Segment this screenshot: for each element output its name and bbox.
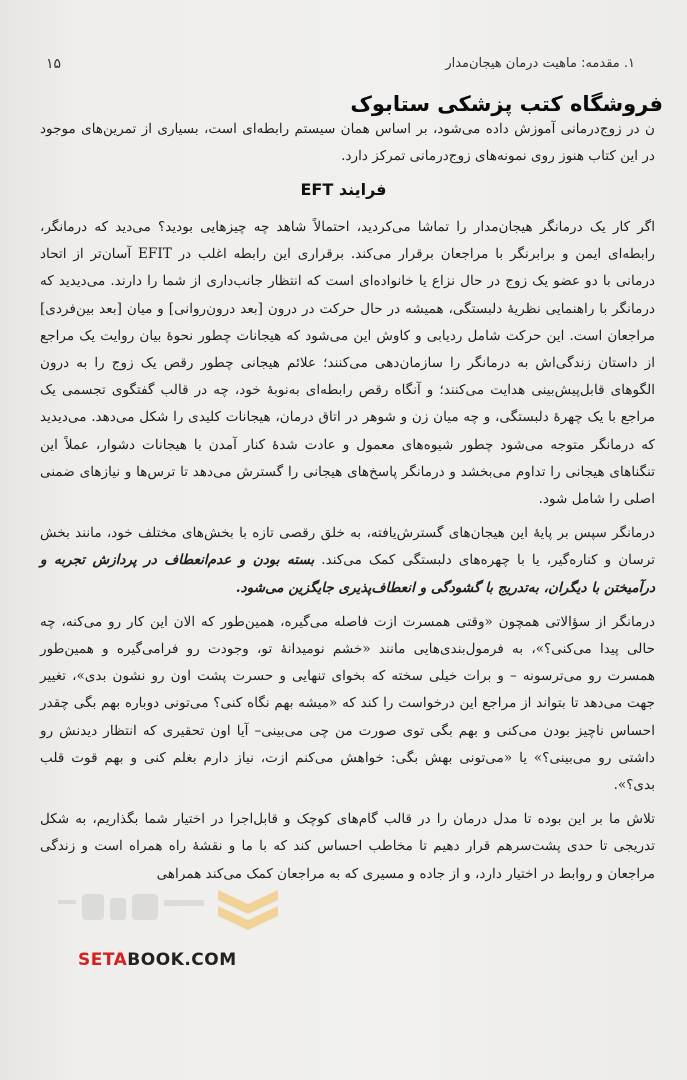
paragraph-4: تلاش ما بر این بوده تا مدل درمان را در قالب گام‌های کوچک و قابل‌اجرا در اختیار شما بگذاریم، به شکل تدریجی تا حدی پشت‌سرهم قرار دهیم تا مخاطب احساس کند که با ما و نقشهٔ راه همراه است و زندگی مراجعان و روابط در اختیار دارد، و از جاده و مسیری که به مراجعان کمک می‌کند همراهی — [40, 811, 655, 882]
running-head: ۱. مقدمه: ماهیت درمان هیجان‌مدار — [445, 56, 635, 71]
watermark-url-prefix: SETA — [78, 950, 128, 970]
paragraph-1: اگر کار یک درمانگر هیجان‌مدار را تماشا می‌کردید، احتمالاً شاهد چه چیزهایی بودید؟ می‌دید که درمانگر، رابطه‌ای ایمن و برابرنگر با مراجعان برقرار می‌کند. برقراری این رابطه اغلب در EFIT آسان‌تر از اتحاد درمانی با دو عضو یک زوج در حال نزاع یا خانواده‌ای است که انتظار جانب‌داری از شما را دارند. می‌دیدید که درمانگر با راهنمایی نظریهٔ دلبستگی، همیشه در حال حرکت در درون [بعد درون‌روانی] و میان [بعد بین‌فردی] مراجعان است. این حرکت شامل ردیابی و کاوش این می‌شود که هیجانات چطور نحوهٔ بیان روایت یک مراجع از داستان زندگی‌اش به درمانگر را سازمان‌دهی می‌کنند؛ علائم هیجانی چطور رقص یک زوج را به درون الگوهای قابل‌پیش‌بینی هدایت می‌کنند؛ و آنگاه رقص رابطه‌ای به‌نوبهٔ خود، چه در قالب گفتگوی تجسمی یک مراجع با یک چهرهٔ دلبستگی، و چه میان زن و شوهر در اتاق درمان، هیجانات کلیدی را شکل می‌دهد. می‌دیدید که درمانگر متوجه می‌شود چطور شیوه‌های معمول و عادت شدهٔ کنار آمدن با هیجانات دشوار، عملاً این تنگناهای هیجانی را تداوم می‌بخشد و درمانگر پاسخ‌های هیجانی را گسترش می‌دهد تا ترس‌ها و نیازهای ضمنی اصلی را شامل شود. — [40, 219, 656, 508]
intro-paragraph: ن در زوج‌درمانی آموزش داده می‌شود، بر اساس همان سیستم رابطه‌ای است، بسیاری از تمرین‌های موجود در این کتاب هنوز روی نمونه‌های زوج‌درمانی تمرکز دارد. — [40, 121, 655, 165]
paragraph-3: درمانگر از سؤالاتی همچون «وقتی همسرت ازت فاصله می‌گیره، همین‌طور که الان این کار رو می‌کنه، چه حالی پیدا می‌کنی؟»، به فرمول‌بندی‌هایی مانند «خشم نومیدانهٔ تو، وجودت رو فرامی‌گیره و همین‌طور همسرت رو می‌ترسونه – و برات خیلی سخته که بخوای تنهایی و حسرت پشت اون رو نشون بدی»، تغییر جهت می‌دهد تا بتواند از مراجع این درخواست را کند که «میشه بهم نگاه کنی؟ می‌تونی دوباره بهم بگی چقدر احساس ناچیز بودن می‌کنی و بهم بگی توی صورت من چی می‌بینی– آیا اون تحقیری که انتظار دیدنش رو داشتی رو می‌بینی؟» یا «می‌تونی بهش بگی: خواهش می‌کنم ازت، نیاز دارم بغلم کنی و بهم قوت قلب بدی؟». — [40, 613, 655, 794]
body-text — [40, 214, 655, 895]
paragraph-2-emphasis: بسته بودن و عدم‌انعطاف در پردازش تجربه و درآمیختن با دیگران، به‌تدریج با گشودگی و انعطاف‌پذیری جایگزین می‌شود. — [40, 552, 655, 596]
page-header — [40, 56, 647, 78]
setabook-logo-icon — [48, 884, 288, 938]
watermark-url-suffix: BOOK.COM — [127, 950, 237, 970]
page-number: ۱۵ — [46, 56, 62, 72]
paragraph-2 — [40, 520, 655, 602]
section-title: فرایند EFT — [300, 180, 387, 199]
paragraph-2-text: درمانگر سپس بر پایهٔ این هیجان‌های گسترش‌یافته، به خلق رقصی تازه با بخش‌های مختلف خود، مانند بخش ترسان و کناره‌گیر، یا با چهره‌های دلبستگی کمک می‌کند. — [40, 525, 655, 569]
store-watermark-banner: فروشگاه کتب پزشکی ستابوک — [350, 92, 663, 116]
watermark-url — [78, 950, 237, 970]
